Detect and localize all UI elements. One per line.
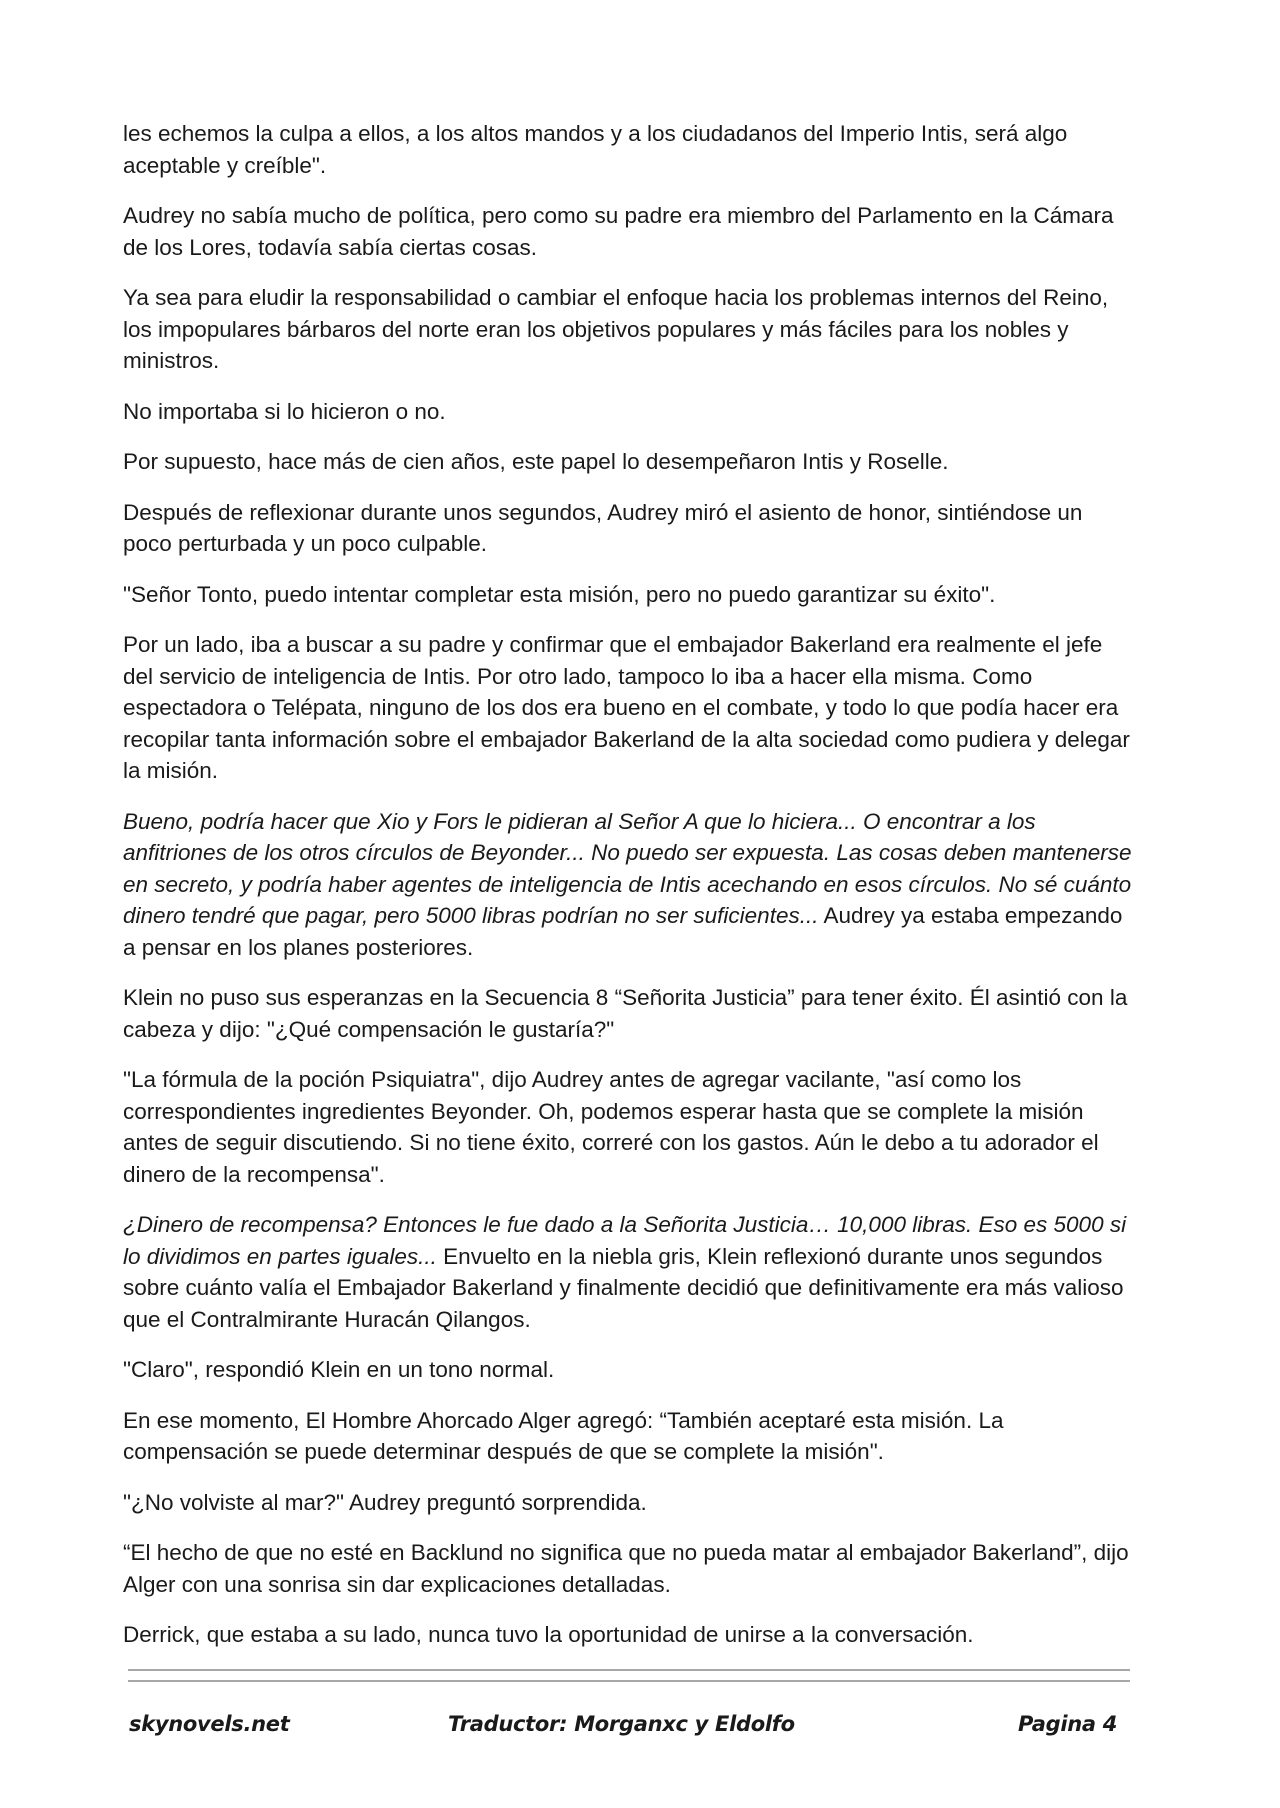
footer-divider-bottom	[128, 1680, 1130, 1682]
footer-translator: Traductor: Morganxc y Eldolfo	[448, 1712, 795, 1736]
document-body	[123, 118, 1133, 1651]
paragraph	[123, 282, 1133, 377]
paragraph-text: Por un lado, iba a buscar a su padre y confirmar que el embajador Bakerland era realmente el jefe del servicio de inteligencia de Intis. Por otro lado, tampoco lo iba a hacer ella misma. Como espectadora o Telépata, ninguno de los dos era bueno en el combate, y todo lo que podía hacer era recopilar tanta información sobre el embajador Bakerland de la alta sociedad como pudiera y delegar la misión.	[123, 632, 1130, 783]
paragraph-text: Ya sea para eludir la responsabilidad o cambiar el enfoque hacia los problemas internos del Reino, los impopulares bárbaros del norte eran los objetivos populares y más fáciles para los nobles y ministros.	[123, 285, 1109, 373]
paragraph	[123, 446, 1133, 478]
paragraph	[123, 1405, 1133, 1468]
paragraph	[123, 1209, 1133, 1335]
paragraph-text: "Señor Tonto, puedo intentar completar esta misión, pero no puedo garantizar su éxito".	[123, 581, 996, 607]
paragraph-text: “El hecho de que no esté en Backlund no significa que no pueda matar al embajador Bakerland”, dijo Alger con una sonrisa sin dar explicaciones detalladas.	[123, 1540, 1129, 1597]
paragraph	[123, 629, 1133, 787]
paragraph-text: Klein no puso sus esperanzas en la Secuencia 8 “Señorita Justicia” para tener éxito. Él asintió con la cabeza y dijo: "¿Qué compensación le gustaría?"	[123, 985, 1128, 1042]
paragraph	[123, 396, 1133, 428]
paragraph	[123, 118, 1133, 181]
paragraph	[123, 497, 1133, 560]
footer-divider-top	[128, 1669, 1130, 1671]
paragraph	[123, 982, 1133, 1045]
paragraph-text: Envuelto en la niebla gris, Klein reflexionó durante unos segundos sobre cuánto valía el Embajador Bakerland y finalmente decidió que definitivamente era más valioso que el Contralmirante Huracán Qilangos.	[123, 1243, 1124, 1332]
paragraph-text: Después de reflexionar durante unos segundos, Audrey miró el asiento de honor, sintiéndose un poco perturbada y un poco culpable.	[123, 499, 1083, 556]
paragraph-text: "Claro", respondió Klein en un tono normal.	[123, 1357, 555, 1382]
footer-page-number: Pagina 4	[1018, 1712, 1118, 1736]
paragraph-text: Por supuesto, hace más de cien años, este papel lo desempeñaron Intis y Roselle.	[123, 449, 949, 474]
paragraph-text: "¿No volviste al mar?" Audrey preguntó sorprendida.	[123, 1489, 647, 1515]
paragraph-text: Derrick, que estaba a su lado, nunca tuvo la oportunidad de unirse a la conversación.	[123, 1622, 974, 1647]
paragraph-text: "La fórmula de la poción Psiquiatra", dijo Audrey antes de agregar vacilante, "así como los correspondientes ingredientes Beyonder. Oh, podemos esperar hasta que se complete la misión antes de seguir discutiendo. Si no tiene éxito, correré con los gastos. Aún le debo a tu adorador el dinero de la recompensa".	[123, 1067, 1099, 1187]
paragraph	[123, 1619, 1133, 1651]
paragraph-italic-text: Bueno, podría hacer que Xio y Fors le pidieran al Señor A que lo hiciera... O encontrar a los anfitriones de los otros círculos de Beyonder... No puedo ser expuesta. Las cosas deben mantenerse en secreto, y podría haber agentes de inteligencia de Intis acechando en esos círculos. No sé cuánto dinero tendré que pagar, pero 5000 libras podrían no ser suficientes...	[123, 808, 1132, 928]
paragraph	[123, 200, 1133, 263]
paragraph	[123, 1064, 1133, 1190]
paragraph-text: Audrey no sabía mucho de política, pero como su padre era miembro del Parlamento en la Cámara de los Lores, todavía sabía ciertas cosas.	[123, 203, 1114, 260]
paragraph	[123, 579, 1133, 611]
paragraph-text: les echemos la culpa a ellos, a los altos mandos y a los ciudadanos del Imperio Intis, será algo aceptable y creíble".	[123, 121, 1068, 178]
paragraph-text: Audrey ya estaba empezando a pensar en los planes posteriores.	[123, 903, 1123, 960]
paragraph-italic-text: ¿Dinero de recompensa? Entonces le fue dado a la Señorita Justicia… 10,000 libras. Eso es 5000 si lo dividimos en partes iguales...	[123, 1212, 1127, 1269]
paragraph	[123, 1537, 1133, 1600]
paragraph	[123, 1487, 1133, 1519]
paragraph	[123, 806, 1133, 964]
paragraph-text: No importaba si lo hicieron o no.	[123, 398, 446, 424]
paragraph	[123, 1354, 1133, 1386]
paragraph-text: En ese momento, El Hombre Ahorcado Alger agregó: “También aceptaré esta misión. La compensación se puede determinar después de que se complete la misión".	[123, 1407, 1004, 1464]
footer-site: skynovels.net	[129, 1712, 290, 1736]
